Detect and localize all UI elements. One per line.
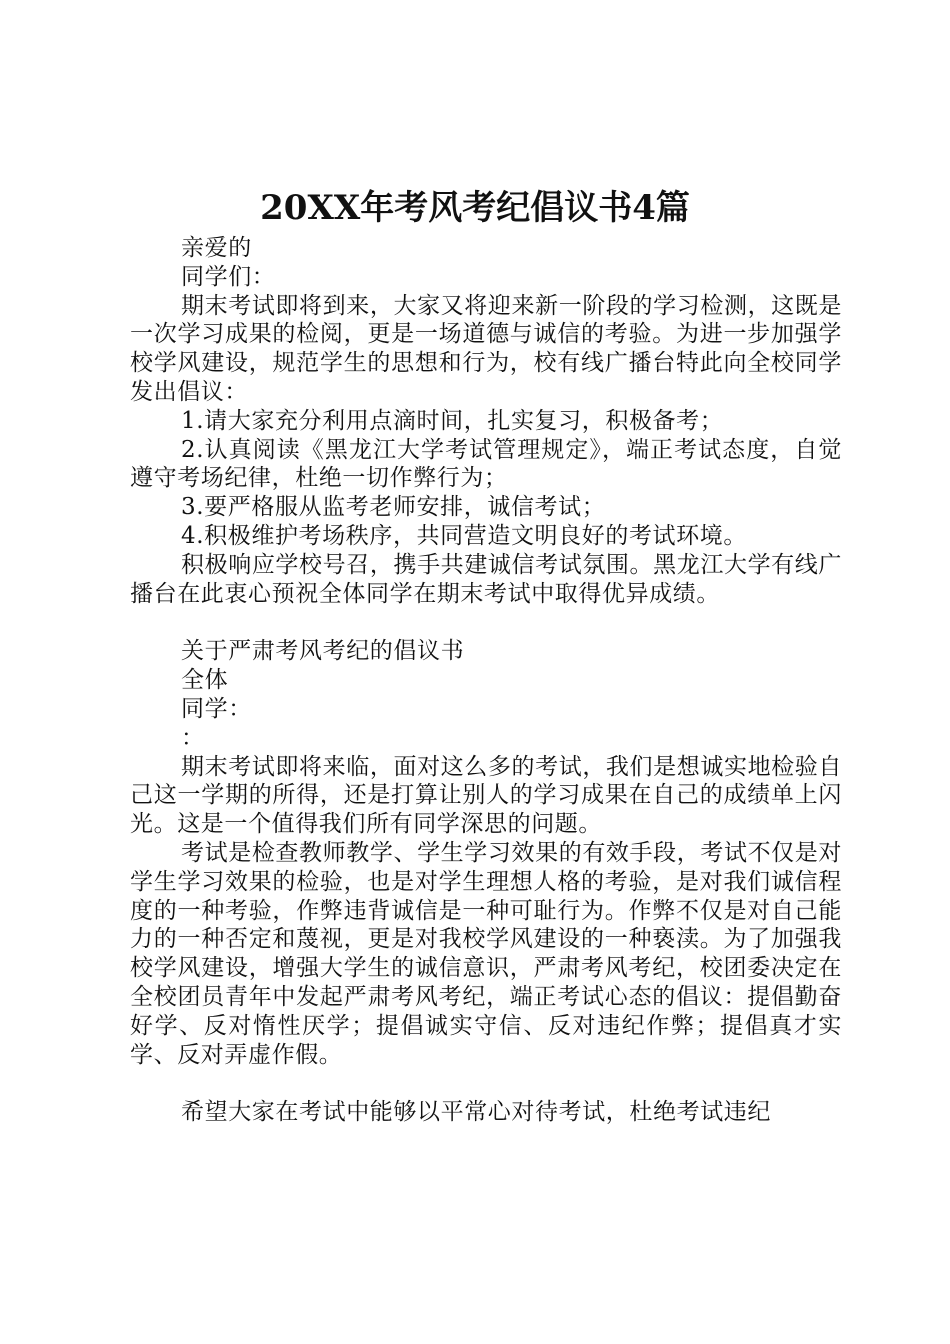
document-body xyxy=(130,234,842,1127)
intro-paragraph: 期末考试即将到来，大家又将迎来新一阶段的学习检测，这既是一次学习成果的检阅，更是一场道德与诚信的考验。为进一步加强学校学风建设，规范学生的思想和行为，校有线广播台特此向全校同学发出倡议： xyxy=(130,292,842,405)
body-paragraph: 希望大家在考试中能够以平常心对待考试，杜绝考试违纪 xyxy=(181,1099,771,1126)
salutation-line: 亲爱的 xyxy=(181,235,252,261)
section-heading: 关于严肃考风考纪的倡议书 xyxy=(181,638,465,665)
list-item: 1.请大家充分利用点滴时间，扎实复习，积极备考； xyxy=(181,407,724,434)
salutation-line: 同学们： xyxy=(181,263,276,290)
list-item: 3.要严格服从监考老师安排，诚信考试； xyxy=(181,494,606,521)
salutation-line: 同学： xyxy=(181,695,252,722)
closing-paragraph: 积极响应学校号召，携手共建诚信考试氛围。黑龙江大学有线广播台在此衷心预祝全体同学在期末考试中取得优异成绩。 xyxy=(130,551,842,607)
list-item: 2.认真阅读《黑龙江大学考试管理规定》，端正考试态度，自觉遵守考场纪律，杜绝一切作弊行为； xyxy=(130,436,842,492)
body-paragraph: 期末考试即将来临，面对这么多的考试，我们是想诚实地检验自己这一学期的所得，还是打算让别人的学习成果在自己的成绩单上闪光。这是一个值得我们所有同学深思的问题。 xyxy=(130,753,842,838)
document-title: 20XX年考风考纪倡议书4篇 xyxy=(260,188,690,228)
list-item: 4.积极维护考场秩序，共同营造文明良好的考试环境。 xyxy=(181,522,747,549)
paragraph-spacer xyxy=(130,1069,842,1098)
section-spacer xyxy=(130,608,842,637)
body-paragraph: 考试是检查教师教学、学生学习效果的有效手段，考试不仅是对学生学习效果的检验，也是对学生理想人格的考验，是对我们诚信程度的一种考验，作弊违背诚信是一种可耻行为。作弊不仅是对自己能力的一种否定和蔑视，更是对我校学风建设的一种亵渎。为了加强我校学风建设，增强大学生的诚信意识，严肃考风考纪，校团委决定在全校团员青年中发起严肃考风考纪，端正考试心态的倡议：提倡勤奋好学、反对惰性厌学；提倡诚实守信、反对违纪作弊；提倡真才实学、反对弄虚作假。 xyxy=(130,839,842,1068)
colon-line: ： xyxy=(181,724,205,751)
salutation-line: 全体 xyxy=(181,667,229,694)
